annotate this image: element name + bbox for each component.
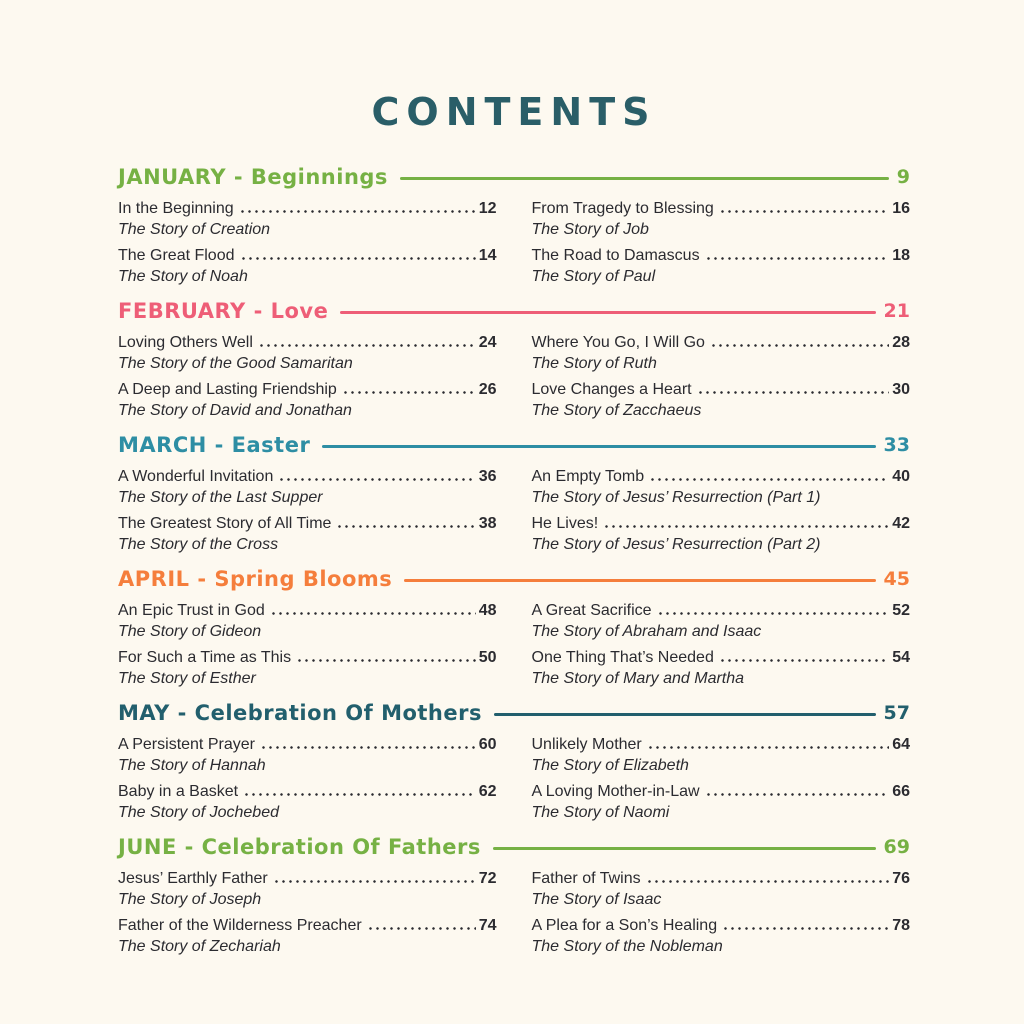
entry-title: For Such a Time as This	[118, 649, 292, 666]
section-rule	[493, 847, 876, 850]
entry-page-number: 14	[478, 247, 497, 264]
dot-leader	[719, 647, 889, 668]
section-header	[118, 698, 910, 728]
entry-title: He Lives!	[531, 515, 599, 532]
section-header	[118, 564, 910, 594]
section-entries	[118, 466, 910, 555]
entry-subtitle: The Story of Joseph	[118, 891, 262, 908]
toc-entry	[532, 781, 911, 823]
section-header	[118, 296, 910, 326]
section-entries	[118, 868, 910, 957]
section-page-number: 33	[883, 434, 910, 456]
section-entries	[118, 734, 910, 823]
entry-subtitle: The Story of Zechariah	[118, 938, 281, 955]
dot-leader	[243, 781, 476, 802]
entry-page-number: 12	[478, 200, 497, 217]
section-page-number: 9	[896, 166, 910, 188]
dot-leader	[367, 915, 476, 936]
entry-title: A Wonderful Invitation	[118, 468, 274, 485]
entry-page-number: 72	[478, 870, 497, 887]
entry-subtitle: The Story of Gideon	[118, 623, 262, 640]
entry-page-number: 28	[892, 334, 910, 351]
dot-leader	[273, 868, 476, 889]
entry-title: Where You Go, I Will Go	[531, 334, 705, 351]
toc-entry	[532, 868, 911, 910]
section-entries	[118, 332, 910, 421]
entry-title: From Tragedy to Blessing	[531, 200, 714, 217]
section-february	[118, 296, 910, 421]
section-rule	[340, 311, 875, 314]
entry-page-number: 18	[892, 247, 910, 264]
section-page-number: 57	[883, 702, 910, 724]
entry-title: An Epic Trust in God	[118, 602, 265, 619]
section-rule	[404, 579, 875, 582]
toc-entry	[118, 781, 497, 823]
section-title: FEBRUARY - Love	[118, 299, 329, 323]
toc-entry	[118, 600, 497, 642]
entry-page-number: 66	[892, 783, 910, 800]
entry-title: One Thing That’s Needed	[531, 649, 714, 666]
entry-subtitle: The Story of Jochebed	[118, 804, 279, 821]
toc-entry	[532, 245, 911, 287]
dot-leader	[278, 466, 475, 487]
section-january	[118, 162, 910, 287]
dot-leader	[705, 781, 890, 802]
section-rule	[322, 445, 875, 448]
entry-subtitle: The Story of Paul	[531, 268, 656, 285]
entry-title: Unlikely Mother	[531, 736, 642, 753]
entry-title: A Plea for a Son’s Healing	[531, 917, 718, 934]
section-june	[118, 832, 910, 957]
dot-leader	[697, 379, 890, 400]
entry-subtitle: The Story of Naomi	[531, 804, 670, 821]
dot-leader	[258, 332, 476, 353]
entry-page-number: 42	[892, 515, 910, 532]
entry-subtitle: The Story of the Good Samaritan	[118, 355, 353, 372]
toc-entry	[118, 466, 497, 508]
entry-title: The Great Flood	[118, 247, 235, 264]
dot-leader	[657, 600, 890, 621]
toc-entry	[532, 600, 911, 642]
entry-title: Baby in a Basket	[118, 783, 239, 800]
page-title: CONTENTS	[371, 90, 657, 134]
dot-leader	[239, 198, 476, 219]
section-title: APRIL - Spring Blooms	[118, 567, 393, 591]
entry-subtitle: The Story of Jesus’ Resurrection (Part 2)	[531, 536, 821, 553]
entry-page-number: 60	[478, 736, 497, 753]
dot-leader	[260, 734, 476, 755]
section-page-number: 45	[883, 568, 910, 590]
entry-page-number: 76	[892, 870, 910, 887]
entry-page-number: 38	[478, 515, 497, 532]
toc-entry	[118, 245, 497, 287]
entry-title: In the Beginning	[118, 200, 234, 217]
entry-page-number: 30	[892, 381, 910, 398]
dot-leader	[719, 198, 889, 219]
toc-entry	[532, 734, 911, 776]
toc-entry	[532, 513, 911, 555]
entry-title: A Deep and Lasting Friendship	[118, 381, 337, 398]
toc-entry	[532, 198, 911, 240]
dot-leader	[722, 915, 889, 936]
entry-page-number: 26	[478, 381, 497, 398]
entry-page-number: 64	[892, 736, 910, 753]
dot-leader	[336, 513, 475, 534]
toc-entry	[532, 647, 911, 689]
entry-title: Father of Twins	[531, 870, 641, 887]
dot-leader	[296, 647, 476, 668]
entry-page-number: 52	[892, 602, 910, 619]
entry-title: A Great Sacrifice	[531, 602, 652, 619]
section-title: JUNE - Celebration Of Fathers	[118, 835, 481, 859]
entry-subtitle: The Story of Ruth	[531, 355, 657, 372]
entry-title: Jesus’ Earthly Father	[118, 870, 268, 887]
entry-subtitle: The Story of the Cross	[118, 536, 279, 553]
entry-page-number: 16	[892, 200, 910, 217]
dot-leader	[710, 332, 889, 353]
section-title: JANUARY - Beginnings	[118, 165, 388, 189]
section-title: MAY - Celebration Of Mothers	[118, 701, 482, 725]
entry-title: An Empty Tomb	[531, 468, 645, 485]
entry-subtitle: The Story of Zacchaeus	[531, 402, 702, 419]
toc-entry	[532, 379, 911, 421]
entry-subtitle: The Story of Job	[531, 221, 649, 238]
toc-entry	[118, 915, 497, 957]
entry-title: The Greatest Story of All Time	[118, 515, 332, 532]
section-may	[118, 698, 910, 823]
toc-entry	[118, 198, 497, 240]
entry-subtitle: The Story of Hannah	[118, 757, 266, 774]
entry-subtitle: The Story of the Last Supper	[118, 489, 323, 506]
toc-entry	[118, 868, 497, 910]
dot-leader	[649, 466, 889, 487]
dot-leader	[646, 868, 890, 889]
dot-leader	[342, 379, 476, 400]
entry-page-number: 36	[478, 468, 497, 485]
entry-subtitle: The Story of Esther	[118, 670, 256, 687]
entry-title: The Road to Damascus	[531, 247, 700, 264]
entry-subtitle: The Story of Jesus’ Resurrection (Part 1)	[531, 489, 821, 506]
dot-leader	[240, 245, 476, 266]
dot-leader	[705, 245, 890, 266]
entry-subtitle: The Story of Creation	[118, 221, 271, 238]
section-rule	[494, 713, 876, 716]
section-entries	[118, 600, 910, 689]
toc-entry	[118, 647, 497, 689]
entry-page-number: 54	[892, 649, 910, 666]
entry-subtitle: The Story of Elizabeth	[531, 757, 689, 774]
entry-subtitle: The Story of Abraham and Isaac	[531, 623, 762, 640]
toc-entry	[532, 466, 911, 508]
section-title: MARCH - Easter	[118, 433, 311, 457]
entry-subtitle: The Story of Mary and Martha	[531, 670, 745, 687]
entry-subtitle: The Story of the Nobleman	[531, 938, 723, 955]
entry-subtitle: The Story of David and Jonathan	[118, 402, 352, 419]
entry-title: Love Changes a Heart	[531, 381, 692, 398]
entry-page-number: 40	[892, 468, 910, 485]
entry-page-number: 48	[478, 602, 497, 619]
entry-title: A Persistent Prayer	[118, 736, 255, 753]
toc-entry	[118, 332, 497, 374]
section-march	[118, 430, 910, 555]
toc-entry	[532, 915, 911, 957]
entry-title: A Loving Mother-in-Law	[531, 783, 700, 800]
entry-subtitle: The Story of Noah	[118, 268, 248, 285]
section-rule	[400, 177, 889, 180]
section-entries	[118, 198, 910, 287]
entry-page-number: 50	[478, 649, 497, 666]
entry-page-number: 62	[478, 783, 497, 800]
entry-subtitle: The Story of Isaac	[531, 891, 662, 908]
dot-leader	[647, 734, 889, 755]
entry-page-number: 78	[892, 917, 910, 934]
section-header	[118, 832, 910, 862]
toc-entry	[532, 332, 911, 374]
entry-title: Loving Others Well	[118, 334, 253, 351]
entry-page-number: 24	[478, 334, 497, 351]
dot-leader	[270, 600, 476, 621]
section-page-number: 69	[883, 836, 910, 858]
toc-entry	[118, 513, 497, 555]
toc-entry	[118, 734, 497, 776]
toc-entry	[118, 379, 497, 421]
section-page-number: 21	[883, 300, 910, 322]
dot-leader	[603, 513, 889, 534]
section-april	[118, 564, 910, 689]
section-header	[118, 430, 910, 460]
entry-page-number: 74	[478, 917, 497, 934]
section-header	[118, 162, 910, 192]
entry-title: Father of the Wilderness Preacher	[118, 917, 362, 934]
